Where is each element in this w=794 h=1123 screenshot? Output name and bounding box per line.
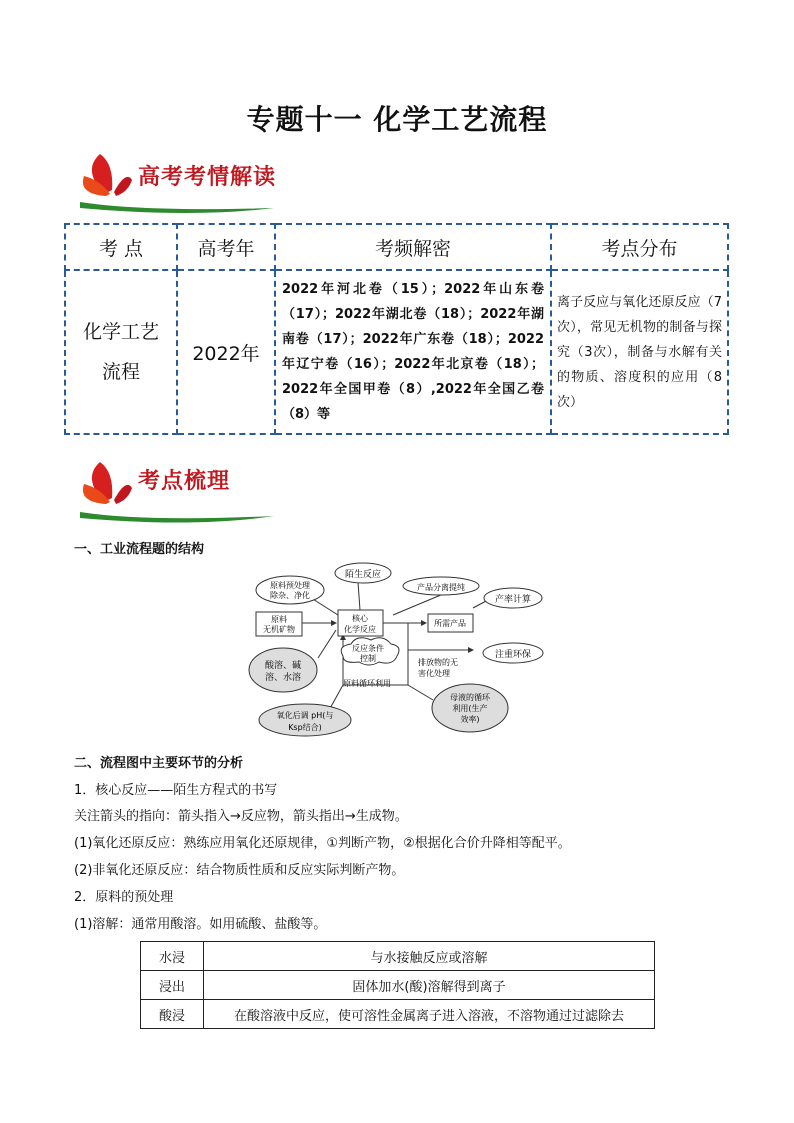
dissolve-methods-table	[140, 941, 655, 1029]
node-unfamiliar-reaction	[335, 563, 391, 583]
topic-text: 化学工艺流程	[82, 321, 159, 383]
svg-text:排放物的无: 排放物的无	[418, 658, 458, 667]
svg-text:效率): 效率)	[460, 715, 480, 724]
svg-text:无机矿物: 无机矿物	[263, 625, 295, 634]
svg-text:氧化后调 pH(与: 氧化后调 pH(与	[276, 711, 334, 720]
svg-text:反应条件: 反应条件	[352, 644, 384, 653]
table-row	[141, 942, 655, 971]
node-discharge	[418, 657, 458, 678]
svg-text:注重环保: 注重环保	[494, 650, 532, 660]
cell-desc: 在酸溶液中反应，使可溶性金属离子进入溶液，不溶物通过过滤除去	[204, 1000, 655, 1029]
svg-text:产品分离提纯: 产品分离提纯	[417, 583, 465, 592]
node-conditions	[341, 638, 399, 665]
svg-text:母液的循环: 母液的循环	[450, 693, 490, 702]
svg-text:原料预处理: 原料预处理	[270, 581, 310, 590]
cell-term: 水浸	[141, 942, 204, 971]
svg-text:酸溶、碱: 酸溶、碱	[264, 661, 302, 671]
node-recycle	[343, 678, 391, 688]
svg-text:原料: 原料	[271, 615, 287, 624]
cell-term: 酸浸	[141, 1000, 204, 1029]
table-header-row	[65, 224, 728, 270]
cell-desc: 与水接触反应或溶解	[204, 942, 655, 971]
table-row	[141, 971, 655, 1000]
paragraph-non-redox: (2)非氧化还原反应：结合物质性质和反应实际判断产物。	[74, 863, 405, 878]
node-yield-calc	[484, 588, 542, 608]
header-distribution: 考点分布	[551, 224, 728, 270]
node-separation	[403, 577, 479, 595]
banner-title: 高考考情解读	[138, 164, 277, 190]
paragraph-dissolve: (1)溶解：通常用酸溶。如用硫酸、盐酸等。	[74, 917, 327, 932]
node-product	[428, 614, 473, 632]
exam-analysis-table	[64, 223, 729, 435]
cell-topic	[65, 270, 177, 434]
paragraph-arrow-direction: 关注箭头的指向：箭头指入→反应物，箭头指出→生成物。	[74, 809, 408, 824]
section-banner-exam-analysis	[74, 150, 314, 220]
section-heading-structure: 一、工业流程题的结构	[74, 542, 205, 557]
cell-frequency: 2022年河北卷（15）；2022年山东卷（17）；2022年湖北卷（18）；2022年湖南卷（17）；2022年广东卷（18）；2022年辽宁卷（16）；2022年北京卷（18）；2022年全国甲卷（8）,2022年全国乙卷（8）等	[275, 270, 551, 434]
svg-text:化学反应: 化学反应	[344, 625, 376, 634]
page-title: 专题十一 化学工艺流程	[246, 103, 548, 136]
svg-text:陌生反应: 陌生反应	[344, 570, 382, 580]
subheading-pretreatment: 2．原料的预处理	[74, 890, 174, 905]
svg-text:原料循环利用: 原料循环利用	[343, 679, 391, 688]
node-raw-material	[256, 612, 302, 636]
svg-text:控制: 控制	[360, 654, 376, 663]
svg-text:溶、水溶: 溶、水溶	[264, 673, 302, 683]
node-dissolve	[249, 648, 317, 692]
subheading-core-reaction: 1．核心反应——陌生方程式的书写	[74, 783, 278, 798]
cell-desc: 固体加水(酸)溶解得到离子	[204, 971, 655, 1000]
node-oxidation	[259, 704, 351, 736]
svg-text:产率计算: 产率计算	[494, 595, 532, 605]
section-heading-analysis: 二、流程图中主要环节的分析	[74, 756, 244, 771]
node-eco	[483, 643, 543, 663]
header-frequency: 考频解密	[275, 224, 551, 270]
paragraph-redox: (1)氧化还原反应：熟练应用氧化还原规律，①判断产物，②根据化合价升降相等配平。	[74, 836, 571, 851]
node-core-reaction	[338, 610, 383, 636]
cell-distribution: 离子反应与氧化还原反应（7次），常见无机物的制备与探究（3次），制备与水解有关的物质、溶度积的应用（8次）	[551, 270, 728, 434]
svg-text:除杂、净化: 除杂、净化	[270, 591, 310, 600]
banner-title: 考点梳理	[138, 468, 231, 494]
cell-term: 浸出	[141, 971, 204, 1000]
header-year: 高考年	[177, 224, 275, 270]
svg-text:利用(生产: 利用(生产	[452, 704, 488, 713]
svg-text:所需产品: 所需产品	[434, 619, 466, 628]
node-pretreatment	[256, 576, 324, 604]
table-row	[141, 1000, 655, 1029]
svg-text:核心: 核心	[352, 614, 368, 623]
svg-text:害化处理: 害化处理	[418, 669, 450, 678]
flowchart-diagram	[248, 560, 548, 740]
section-banner-key-points	[74, 456, 314, 526]
cell-year: 2022年	[177, 270, 275, 434]
node-mother-liquor	[432, 684, 508, 732]
table-row	[65, 270, 728, 434]
header-topic: 考 点	[65, 224, 177, 270]
svg-text:Ksp结合): Ksp结合)	[288, 723, 322, 732]
